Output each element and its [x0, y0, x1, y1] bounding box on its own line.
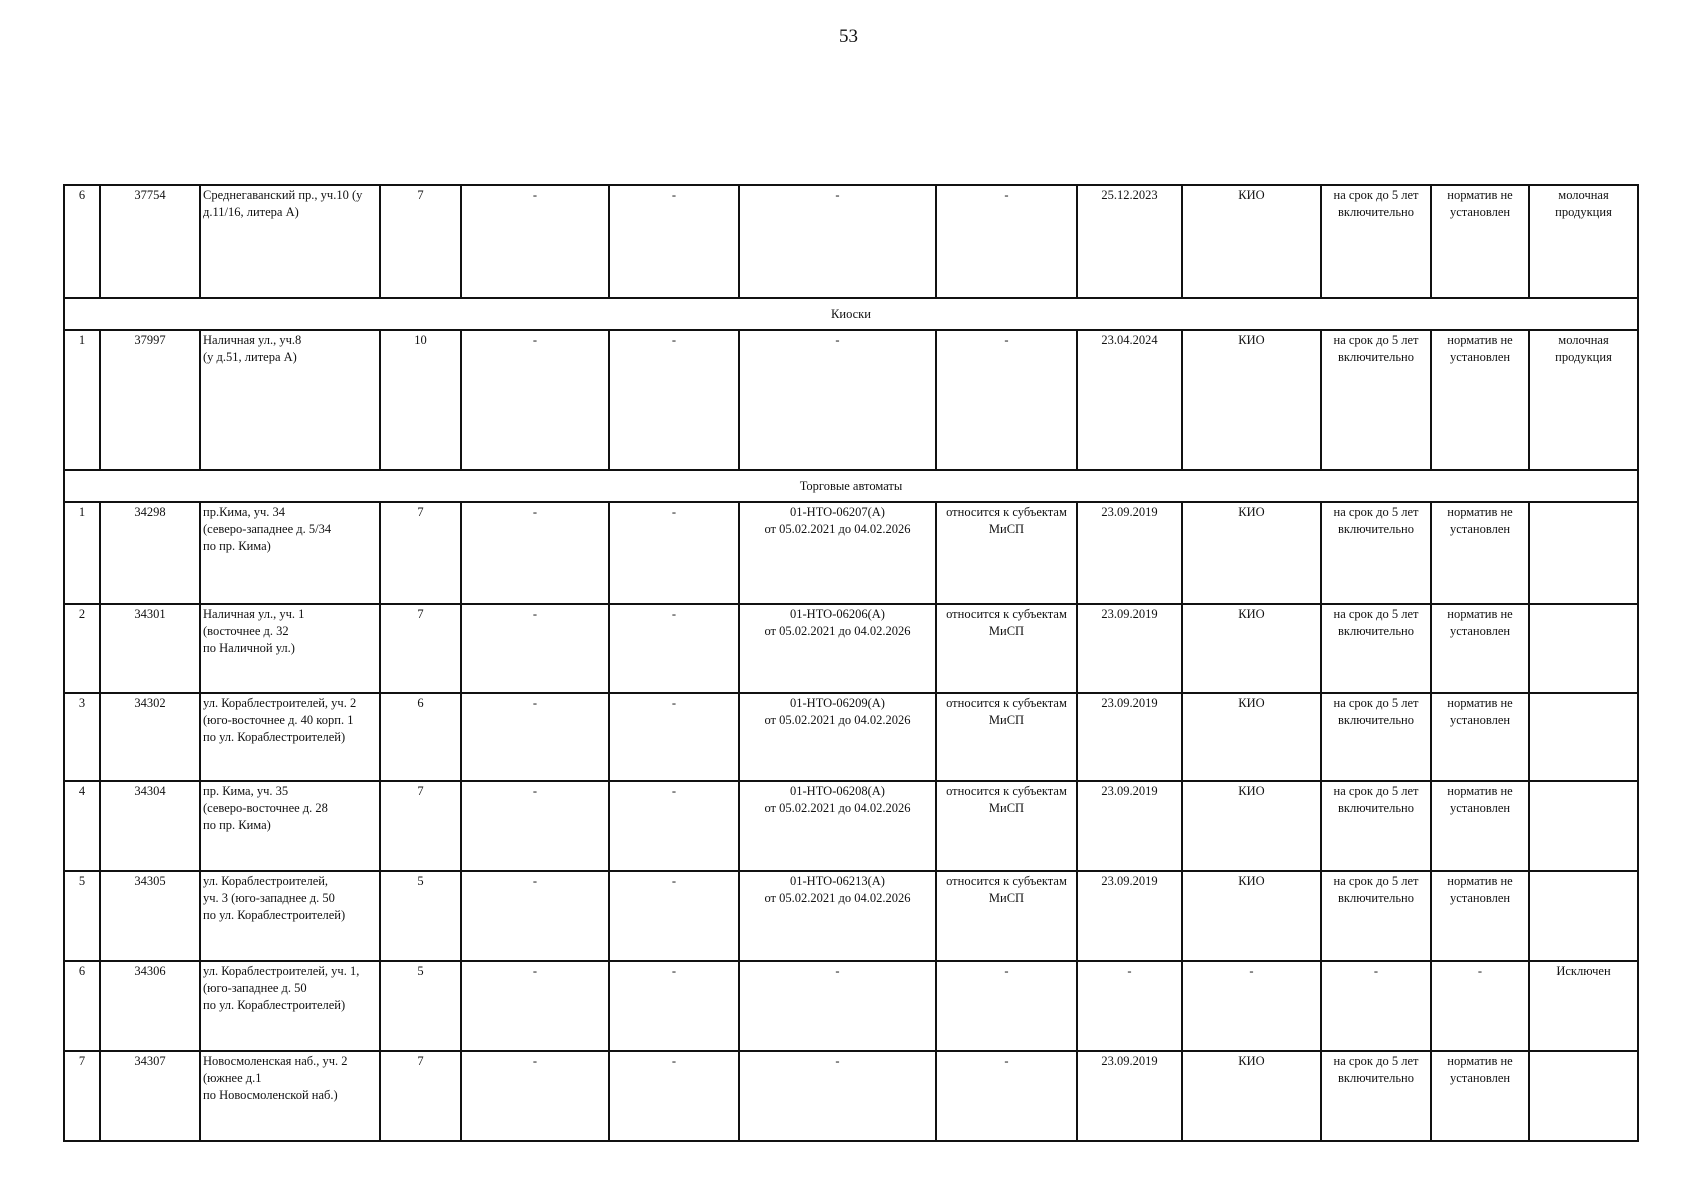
- norm-cell: норматив не установлен: [1431, 871, 1529, 961]
- row-number: 1: [64, 502, 100, 604]
- col6-cell: -: [609, 1051, 739, 1141]
- object-id: 34302: [100, 693, 200, 781]
- contract-cell: -: [739, 961, 936, 1051]
- date-cell: -: [1077, 961, 1182, 1051]
- col5-cell: -: [461, 961, 609, 1051]
- col6-cell: -: [609, 502, 739, 604]
- term-cell: на срок до 5 лет включительно: [1321, 1051, 1431, 1141]
- table-row: [64, 1051, 1638, 1141]
- row-number: 3: [64, 693, 100, 781]
- specialization-cell: [1529, 781, 1638, 871]
- authority-cell: КИО: [1182, 781, 1321, 871]
- contract-cell: 01-НТО-06206(А) от 05.02.2021 до 04.02.2026: [739, 604, 936, 693]
- col5-cell: -: [461, 604, 609, 693]
- smb-cell: относится к субъектам МиСП: [936, 693, 1077, 781]
- row-number: 5: [64, 871, 100, 961]
- authority-cell: КИО: [1182, 330, 1321, 470]
- object-id: 34301: [100, 604, 200, 693]
- contract-cell: 01-НТО-06209(А) от 05.02.2021 до 04.02.2026: [739, 693, 936, 781]
- table-row: [64, 604, 1638, 693]
- term-cell: на срок до 5 лет включительно: [1321, 330, 1431, 470]
- authority-cell: КИО: [1182, 1051, 1321, 1141]
- col6-cell: -: [609, 781, 739, 871]
- col5-cell: -: [461, 330, 609, 470]
- authority-cell: КИО: [1182, 185, 1321, 298]
- contract-cell: -: [739, 185, 936, 298]
- col5-cell: -: [461, 185, 609, 298]
- address-cell: Наличная ул., уч.8 (у д.51, литера А): [200, 330, 380, 470]
- smb-cell: -: [936, 1051, 1077, 1141]
- section-header-row: [64, 470, 1638, 502]
- term-cell: на срок до 5 лет включительно: [1321, 693, 1431, 781]
- specialization-cell: [1529, 1051, 1638, 1141]
- term-cell: на срок до 5 лет включительно: [1321, 185, 1431, 298]
- area-cell: 7: [380, 502, 461, 604]
- smb-cell: относится к субъектам МиСП: [936, 871, 1077, 961]
- col5-cell: -: [461, 502, 609, 604]
- authority-cell: КИО: [1182, 693, 1321, 781]
- authority-cell: КИО: [1182, 604, 1321, 693]
- address-cell: ул. Кораблестроителей, уч. 2 (юго-восточнее д. 40 корп. 1 по ул. Кораблестроителей): [200, 693, 380, 781]
- date-cell: 23.09.2019: [1077, 604, 1182, 693]
- section-title: Торговые автоматы: [64, 470, 1638, 502]
- object-id: 34306: [100, 961, 200, 1051]
- specialization-cell: [1529, 871, 1638, 961]
- specialization-cell: [1529, 604, 1638, 693]
- col5-cell: -: [461, 871, 609, 961]
- row-number: 6: [64, 185, 100, 298]
- row-number: 1: [64, 330, 100, 470]
- smb-cell: -: [936, 330, 1077, 470]
- col6-cell: -: [609, 961, 739, 1051]
- date-cell: 23.04.2024: [1077, 330, 1182, 470]
- norm-cell: норматив не установлен: [1431, 693, 1529, 781]
- norm-cell: норматив не установлен: [1431, 330, 1529, 470]
- row-number: 6: [64, 961, 100, 1051]
- date-cell: 23.09.2019: [1077, 781, 1182, 871]
- norm-cell: норматив не установлен: [1431, 185, 1529, 298]
- section-title: Киоски: [64, 298, 1638, 330]
- term-cell: на срок до 5 лет включительно: [1321, 871, 1431, 961]
- address-cell: Наличная ул., уч. 1 (восточнее д. 32 по Наличной ул.): [200, 604, 380, 693]
- col6-cell: -: [609, 604, 739, 693]
- object-id: 37754: [100, 185, 200, 298]
- contract-cell: -: [739, 330, 936, 470]
- norm-cell: норматив не установлен: [1431, 781, 1529, 871]
- object-id: 34305: [100, 871, 200, 961]
- authority-cell: КИО: [1182, 871, 1321, 961]
- date-cell: 23.09.2019: [1077, 693, 1182, 781]
- term-cell: -: [1321, 961, 1431, 1051]
- area-cell: 10: [380, 330, 461, 470]
- address-cell: Новосмоленская наб., уч. 2 (южнее д.1 по Новосмоленской наб.): [200, 1051, 380, 1141]
- smb-cell: относится к субъектам МиСП: [936, 502, 1077, 604]
- table-row: [64, 961, 1638, 1051]
- col6-cell: -: [609, 330, 739, 470]
- row-number: 2: [64, 604, 100, 693]
- area-cell: 7: [380, 185, 461, 298]
- area-cell: 5: [380, 871, 461, 961]
- address-cell: пр. Кима, уч. 35 (северо-восточнее д. 28 по пр. Кима): [200, 781, 380, 871]
- table-row: [64, 502, 1638, 604]
- object-id: 37997: [100, 330, 200, 470]
- norm-cell: норматив не установлен: [1431, 604, 1529, 693]
- date-cell: 23.09.2019: [1077, 871, 1182, 961]
- norm-cell: норматив не установлен: [1431, 1051, 1529, 1141]
- norm-cell: -: [1431, 961, 1529, 1051]
- contract-cell: 01-НТО-06207(А) от 05.02.2021 до 04.02.2026: [739, 502, 936, 604]
- specialization-cell: молочная продукция: [1529, 330, 1638, 470]
- page-number: 53: [839, 26, 858, 47]
- table-row: [64, 781, 1638, 871]
- section-header-row: [64, 298, 1638, 330]
- date-cell: 23.09.2019: [1077, 1051, 1182, 1141]
- col6-cell: -: [609, 693, 739, 781]
- table-row: [64, 330, 1638, 470]
- object-id: 34304: [100, 781, 200, 871]
- col6-cell: -: [609, 871, 739, 961]
- smb-cell: -: [936, 185, 1077, 298]
- contract-cell: 01-НТО-06213(А) от 05.02.2021 до 04.02.2026: [739, 871, 936, 961]
- col6-cell: -: [609, 185, 739, 298]
- area-cell: 7: [380, 604, 461, 693]
- col5-cell: -: [461, 693, 609, 781]
- object-id: 34307: [100, 1051, 200, 1141]
- specialization-cell: [1529, 693, 1638, 781]
- address-cell: ул. Кораблестроителей, уч. 1, (юго-западнее д. 50 по ул. Кораблестроителей): [200, 961, 380, 1051]
- date-cell: 25.12.2023: [1077, 185, 1182, 298]
- row-number: 7: [64, 1051, 100, 1141]
- row-number: 4: [64, 781, 100, 871]
- term-cell: на срок до 5 лет включительно: [1321, 781, 1431, 871]
- contract-cell: 01-НТО-06208(А) от 05.02.2021 до 04.02.2026: [739, 781, 936, 871]
- area-cell: 6: [380, 693, 461, 781]
- object-id: 34298: [100, 502, 200, 604]
- date-cell: 23.09.2019: [1077, 502, 1182, 604]
- contract-cell: -: [739, 1051, 936, 1141]
- term-cell: на срок до 5 лет включительно: [1321, 604, 1431, 693]
- area-cell: 7: [380, 781, 461, 871]
- norm-cell: норматив не установлен: [1431, 502, 1529, 604]
- table-row: [64, 693, 1638, 781]
- area-cell: 7: [380, 1051, 461, 1141]
- term-cell: на срок до 5 лет включительно: [1321, 502, 1431, 604]
- col5-cell: -: [461, 781, 609, 871]
- registry-table: [63, 184, 1639, 1142]
- authority-cell: -: [1182, 961, 1321, 1051]
- address-cell: ул. Кораблестроителей, уч. 3 (юго-западнее д. 50 по ул. Кораблестроителей): [200, 871, 380, 961]
- authority-cell: КИО: [1182, 502, 1321, 604]
- specialization-cell: [1529, 502, 1638, 604]
- table-row: [64, 871, 1638, 961]
- area-cell: 5: [380, 961, 461, 1051]
- smb-cell: -: [936, 961, 1077, 1051]
- specialization-cell: Исключен: [1529, 961, 1638, 1051]
- smb-cell: относится к субъектам МиСП: [936, 781, 1077, 871]
- table-row: [64, 185, 1638, 298]
- address-cell: пр.Кима, уч. 34 (северо-западнее д. 5/34 по пр. Кима): [200, 502, 380, 604]
- smb-cell: относится к субъектам МиСП: [936, 604, 1077, 693]
- col5-cell: -: [461, 1051, 609, 1141]
- specialization-cell: молочная продукция: [1529, 185, 1638, 298]
- address-cell: Среднегаванский пр., уч.10 (у д.11/16, литера А): [200, 185, 380, 298]
